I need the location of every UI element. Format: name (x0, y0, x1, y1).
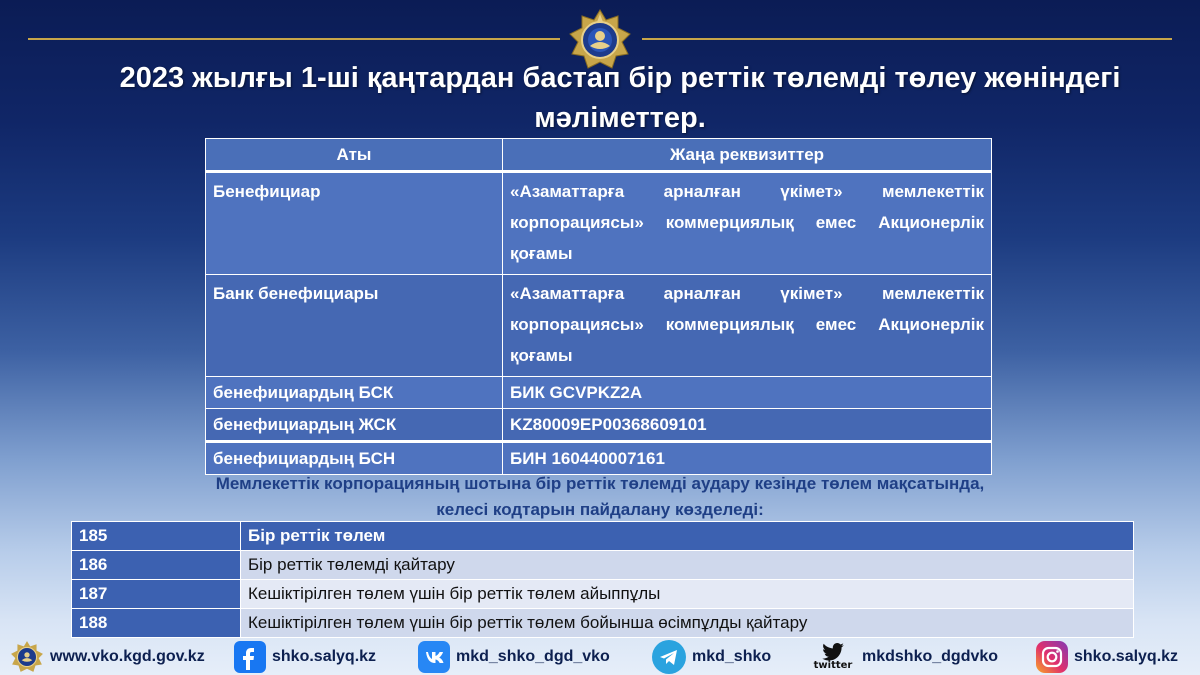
purpose-line: Мемлекеттік корпорацияның шотына бір реттік төлемді аудару кезінде төлем мақсатында, (215, 474, 985, 493)
footer-website-link[interactable] (10, 638, 205, 675)
footer-twitter-link[interactable] (810, 638, 998, 675)
row-value: БИК GCVPKZ2A (503, 377, 992, 409)
table-row (206, 409, 992, 442)
instagram-icon (1036, 641, 1068, 673)
table-header-row (206, 139, 992, 172)
vk-icon (418, 641, 450, 673)
gold-divider-left (28, 38, 560, 40)
purpose-line: келесі кодтарын пайдалану көзделеді: (436, 500, 764, 519)
column-header-requisites: Жаңа реквизиттер (503, 139, 992, 172)
row-value: «Азаматтарға арналған үкімет» мемлекеттік корпорациясы» коммерциялық емес Акционерлік қоғамы (503, 172, 992, 275)
code-value: 187 (72, 580, 241, 609)
footer-links (0, 638, 1200, 675)
footer-website-text: www.vko.kgd.gov.kz (50, 647, 205, 665)
table-row (206, 275, 992, 377)
row-label: бенефициардың БСК (206, 377, 503, 409)
table-row (206, 442, 992, 475)
purpose-note (100, 471, 1100, 523)
emblem-icon (10, 640, 44, 674)
row-label: бенефициардың БСН (206, 442, 503, 475)
twitter-icon-label: twitter (813, 659, 853, 671)
telegram-icon (652, 640, 686, 674)
table-row (206, 172, 992, 275)
footer-vk-text: mkd_shko_dgd_vko (456, 647, 610, 665)
row-label: Бенефициар (206, 172, 503, 275)
facebook-icon (234, 641, 266, 673)
row-value: БИН 160440007161 (503, 442, 992, 475)
code-description: Кешіктірілген төлем үшін бір реттік төлем айыппұлы (241, 580, 1134, 609)
requisites-table (205, 138, 992, 475)
footer-instagram-link[interactable] (1036, 638, 1178, 675)
code-description: Кешіктірілген төлем үшін бір реттік төлем бойынша өсімпұлды қайтару (241, 609, 1134, 638)
row-value: «Азаматтарға арналған үкімет» мемлекеттік корпорациясы» коммерциялық емес Акционерлік қоғамы (503, 275, 992, 377)
footer-facebook-text: shko.salyq.kz (272, 647, 377, 665)
code-description: Бір реттік төлем (241, 522, 1134, 551)
footer-vk-link[interactable] (418, 638, 610, 675)
row-label: Банк бенефициары (206, 275, 503, 377)
footer-telegram-text: mkd_shko (692, 647, 772, 665)
row-label: бенефициардың ЖСК (206, 409, 503, 442)
code-value: 188 (72, 609, 241, 638)
column-header-name: Аты (206, 139, 503, 172)
code-row (72, 551, 1134, 580)
code-row (72, 580, 1134, 609)
codes-table (71, 521, 1134, 638)
table-row (206, 377, 992, 409)
code-description: Бір реттік төлемді қайтару (241, 551, 1134, 580)
footer-instagram-text: shko.salyq.kz (1074, 647, 1179, 665)
footer-facebook-link[interactable] (234, 638, 376, 675)
code-row (72, 522, 1134, 551)
row-value: KZ80009EP00368609101 (503, 409, 992, 442)
code-value: 185 (72, 522, 241, 551)
footer-twitter-text: mkdshko_dgdvko (862, 647, 999, 665)
code-value: 186 (72, 551, 241, 580)
gold-divider-right (642, 38, 1172, 40)
twitter-icon (810, 643, 856, 671)
footer-telegram-link[interactable] (652, 638, 771, 675)
code-row (72, 609, 1134, 638)
page-title: 2023 жылғы 1-ші қаңтардан бастап бір реттік төлемді төлеу жөніндегі мәліметтер. (119, 62, 1121, 134)
